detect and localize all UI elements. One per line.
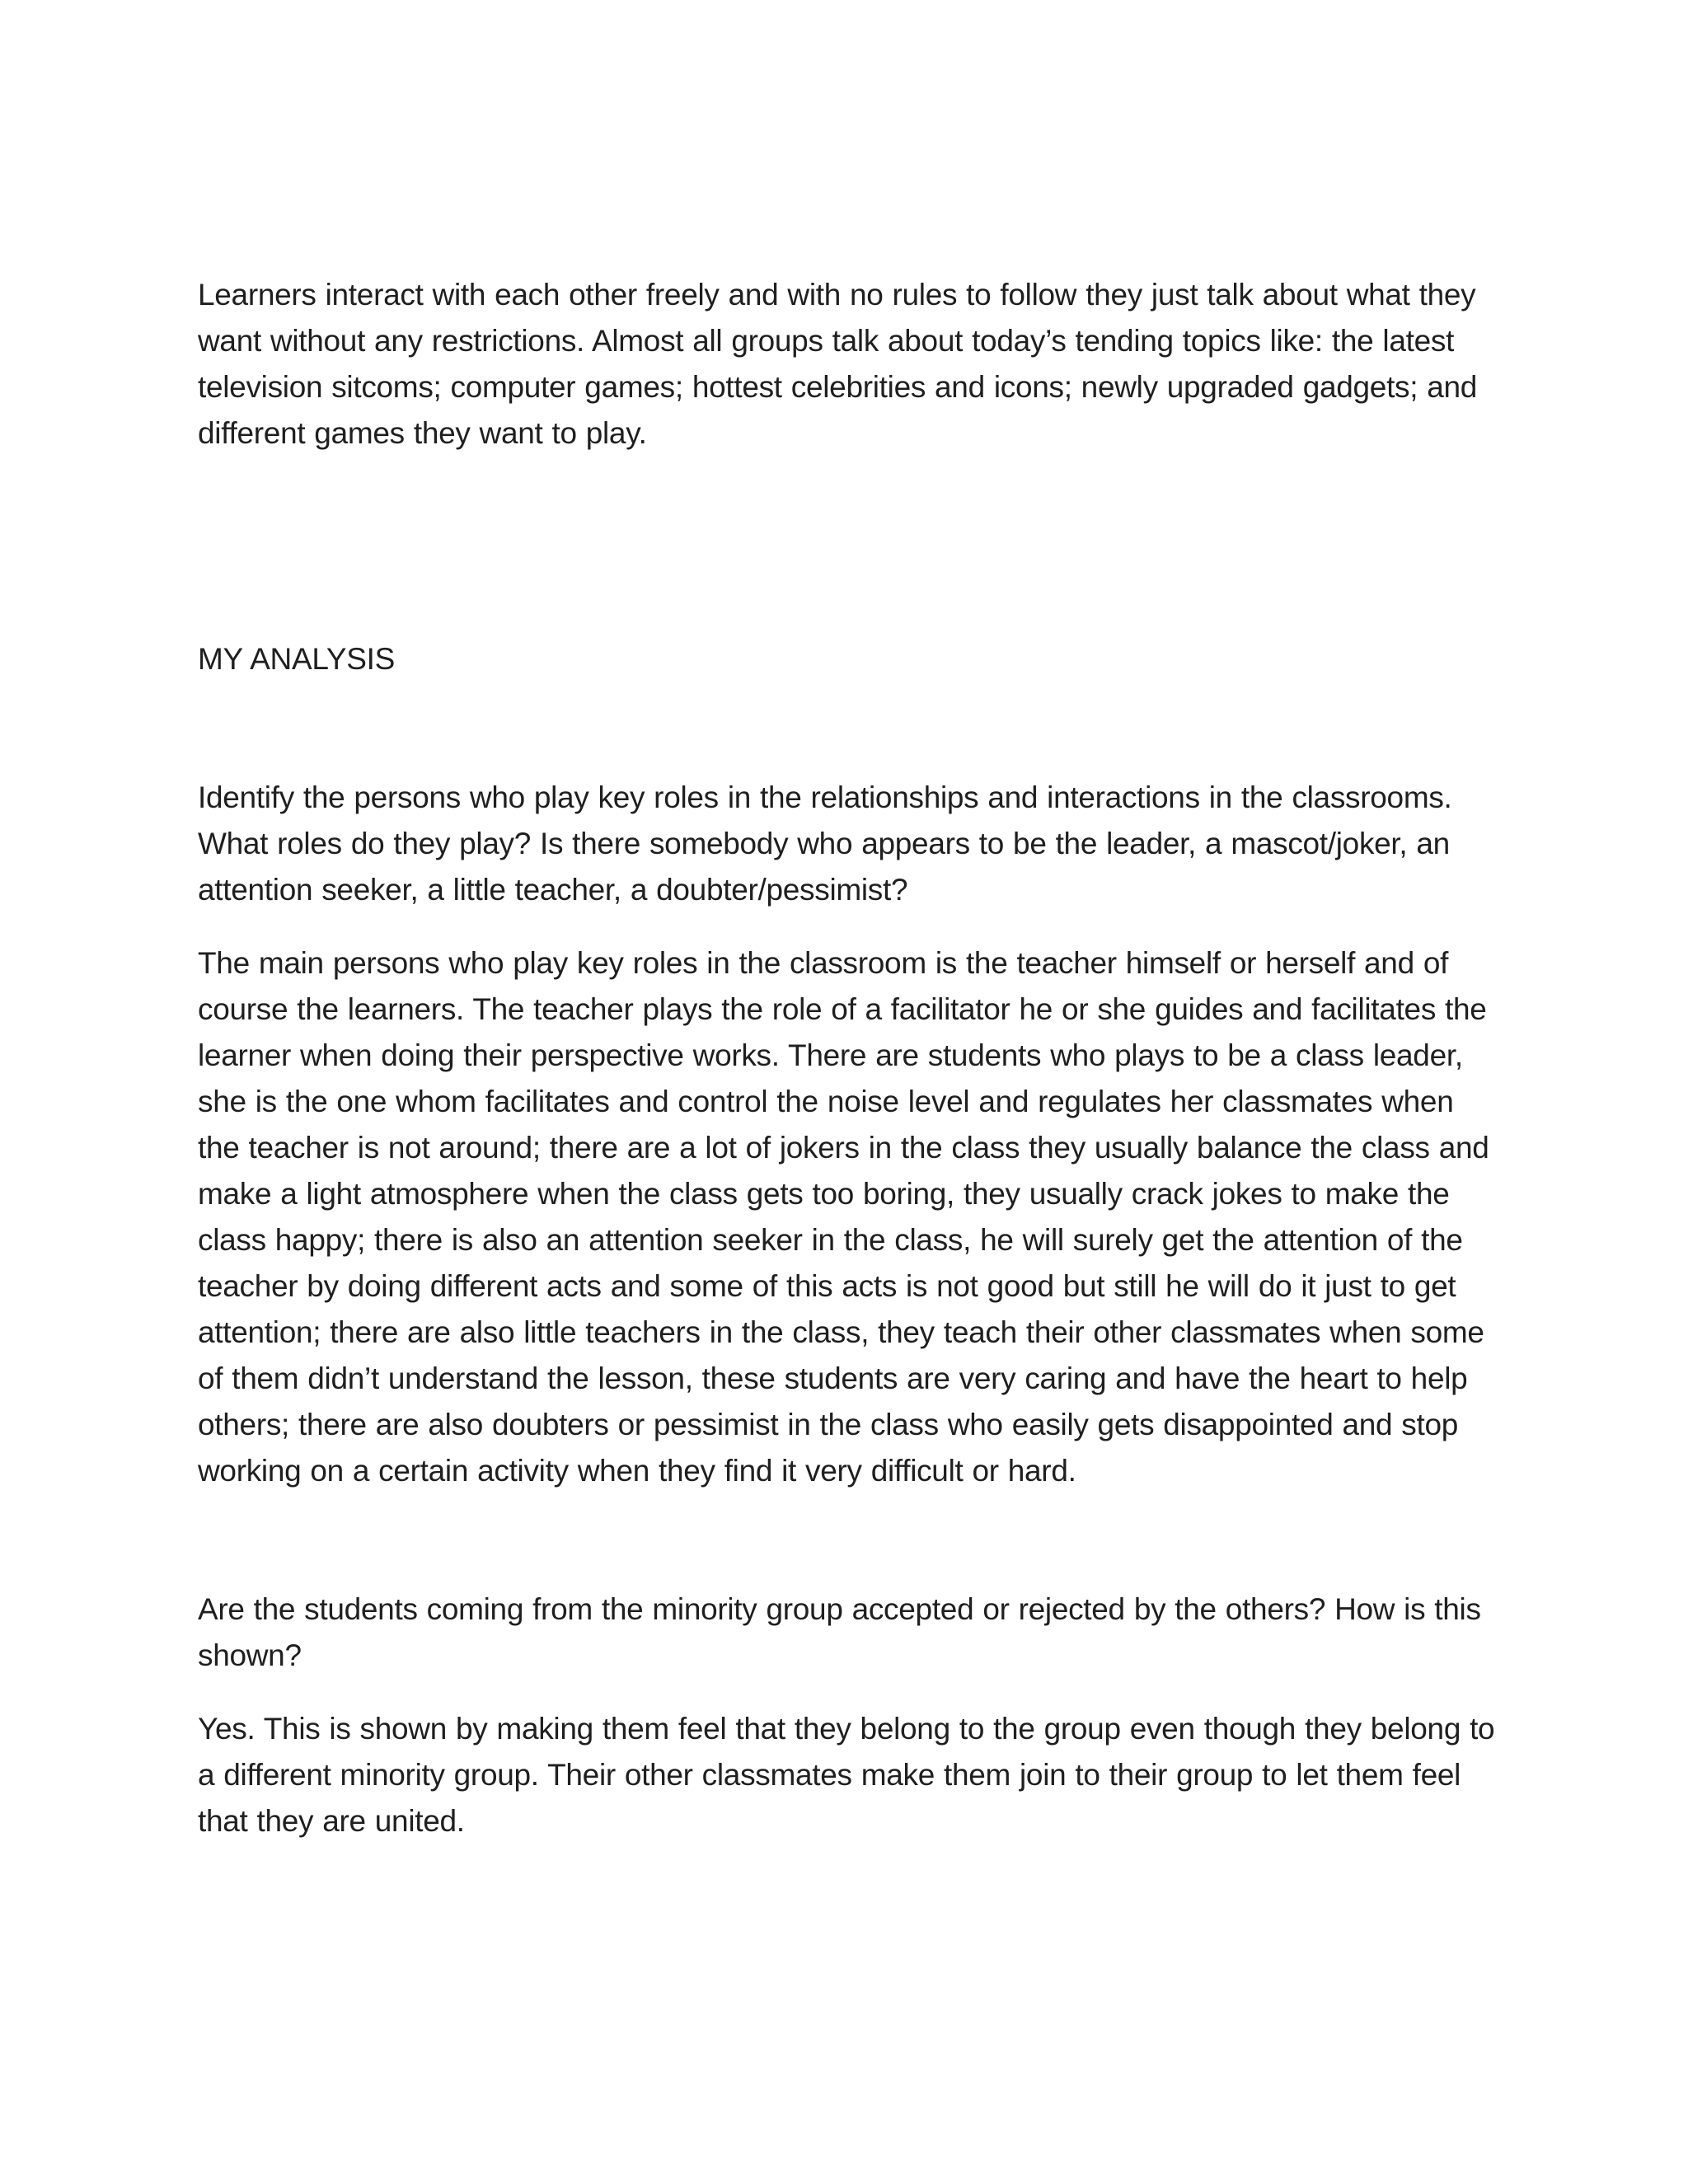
question-2-paragraph: Are the students coming from the minority group accepted or rejected by the others? How is this shown? <box>198 1592 1481 1672</box>
answer-2-paragraph: Yes. This is shown by making them feel that they belong to the group even though they belong to a different minority group. Their other classmates make them join to their group to let them feel that they are united. <box>198 1712 1495 1838</box>
question-1-paragraph: Identify the persons who play key roles in the relationships and interactions in the classrooms. What roles do they play? Is there somebody who appears to be the leader, a mascot/joker, an attention seeker, a little teacher, a doubter/pessimist? <box>198 780 1452 907</box>
section-heading: MY ANALYSIS <box>198 642 395 676</box>
answer-1-paragraph: The main persons who play key roles in the classroom is the teacher himself or herself and of course the learners. The teacher plays the role of a facilitator he or she guides and facilitates the learner when doing their perspective works. There are students who plays to be a class leader, she is the one whom facilitates and control the noise level and regulates her classmates when the teacher is not around; there are a lot of jokers in the class they usually balance the class and make a light atmosphere when the class gets too boring, they usually crack jokes to make the class happy; there is also an attention seeker in the class, he will surely get the attention of the teacher by doing different acts and some of this acts is not good but still he will do it just to get attention; there are also little teachers in the class, they teach their other classmates when some of them didn’t understand the lesson, these students are very caring and have the heart to help others; there are also doubters or pessimist in the class who easily gets disappointed and stop working on a certain activity when they find it very difficult or hard. <box>198 946 1489 1488</box>
document-body <box>198 272 1500 1844</box>
intro-paragraph: Learners interact with each other freely and with no rules to follow they just talk about what they want without any restrictions. Almost all groups talk about today’s tending topics like: the latest television sitcoms; computer games; hottest celebrities and icons; newly upgraded gadgets; and different games they want to play. <box>198 278 1478 450</box>
